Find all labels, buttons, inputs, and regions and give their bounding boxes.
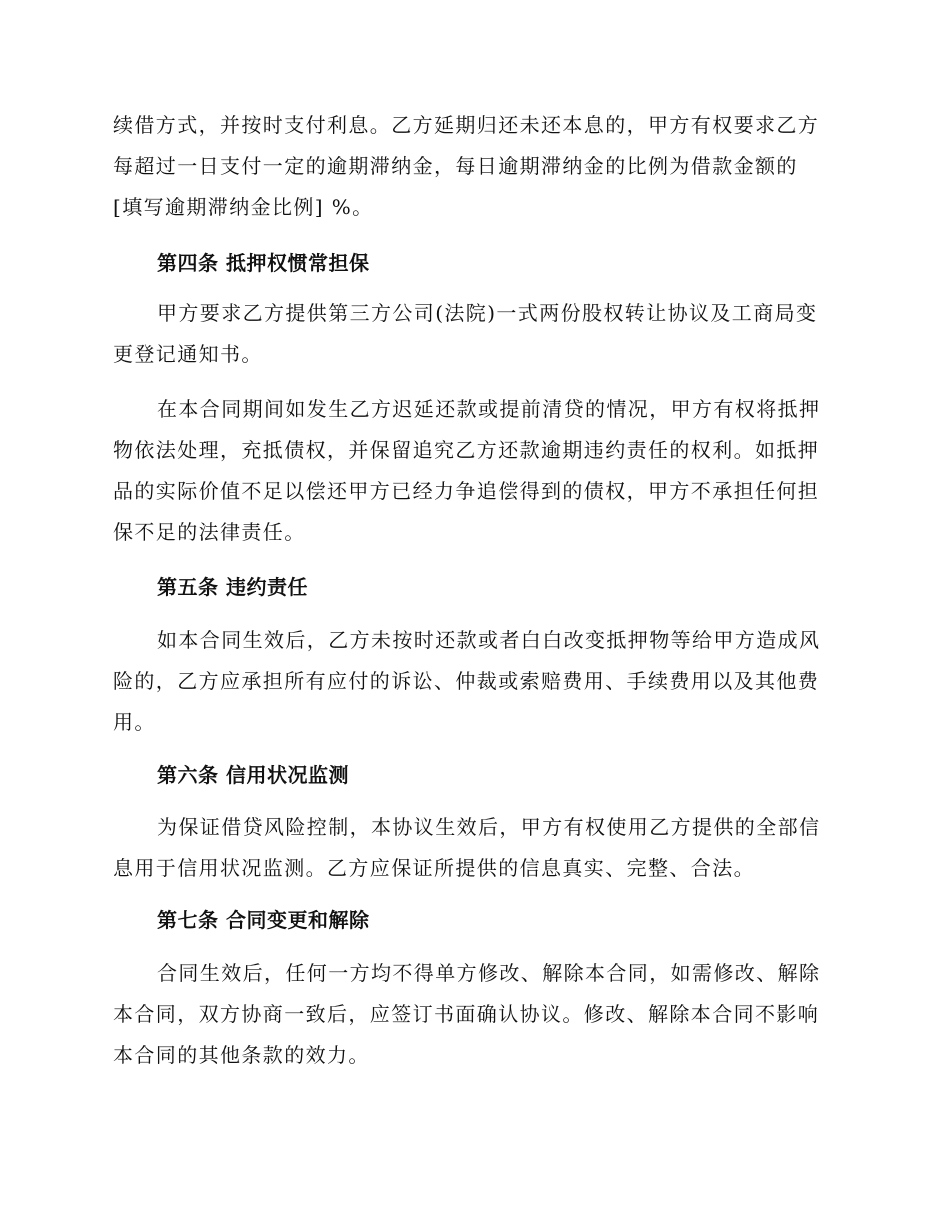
paragraph-line: 物依法处理，充抵债权，并保留追究乙方还款逾期违约责任的权利。如抵押 xyxy=(113,438,820,462)
article-6-heading: 第六条 信用状况监测 xyxy=(157,763,349,787)
paragraph-line: 息用于信用状况监测。乙方应保证所提供的信息真实、完整、合法。 xyxy=(113,856,755,880)
paragraph-breach-liability xyxy=(113,620,833,743)
paragraph-amendment xyxy=(113,953,833,1076)
paragraph-line: 本合同的其他条款的效力。 xyxy=(113,1043,370,1067)
paragraph-line: 为保证借贷风险控制，本协议生效后，甲方有权使用乙方提供的全部信 xyxy=(157,815,821,839)
paragraph-line: 更登记通知书。 xyxy=(113,342,263,366)
paragraph-line: 保不足的法律责任。 xyxy=(113,520,306,544)
paragraph-line: 险的，乙方应承担所有应付的诉讼、仲裁或索赔费用、手续费用以及其他费 xyxy=(113,669,820,693)
paragraph-line: 用。 xyxy=(113,710,156,734)
paragraph-line: 品的实际价值不足以偿还甲方已经力争追偿得到的债权，甲方不承担任何担 xyxy=(113,479,820,503)
paragraph-collateral-docs xyxy=(113,293,833,375)
paragraph-late-payment xyxy=(113,105,833,228)
paragraph-line: 续借方式，并按时支付利息。乙方延期归还未还本息的，甲方有权要求乙方 xyxy=(113,113,820,137)
article-7-heading: 第七条 合同变更和解除 xyxy=(157,908,370,932)
article-4-heading: 第四条 抵押权惯常担保 xyxy=(157,251,370,275)
paragraph-credit-monitoring xyxy=(113,807,833,889)
article-5-heading: 第五条 违约责任 xyxy=(157,575,308,599)
paragraph-line: 甲方要求乙方提供第三方公司(法院)一式两份股权转让协议及工商局变 xyxy=(157,301,818,325)
paragraph-line: 每超过一日支付一定的逾期滞纳金，每日逾期滞纳金的比例为借款金额的 xyxy=(113,154,798,178)
paragraph-line: 合同生效后，任何一方均不得单方修改、解除本合同，如需修改、解除 xyxy=(157,961,821,985)
paragraph-line: 如本合同生效后，乙方未按时还款或者白白改变抵押物等给甲方造成风 xyxy=(157,628,821,652)
paragraph-line: 在本合同期间如发生乙方迟延还款或提前清贷的情况，甲方有权将抵押 xyxy=(157,397,821,421)
paragraph-line: [填写逾期滞纳金比例] %。 xyxy=(113,195,374,219)
paragraph-collateral-disposal xyxy=(113,389,833,553)
paragraph-line: 本合同，双方协商一致后，应签订书面确认协议。修改、解除本合同不影响 xyxy=(113,1002,820,1026)
